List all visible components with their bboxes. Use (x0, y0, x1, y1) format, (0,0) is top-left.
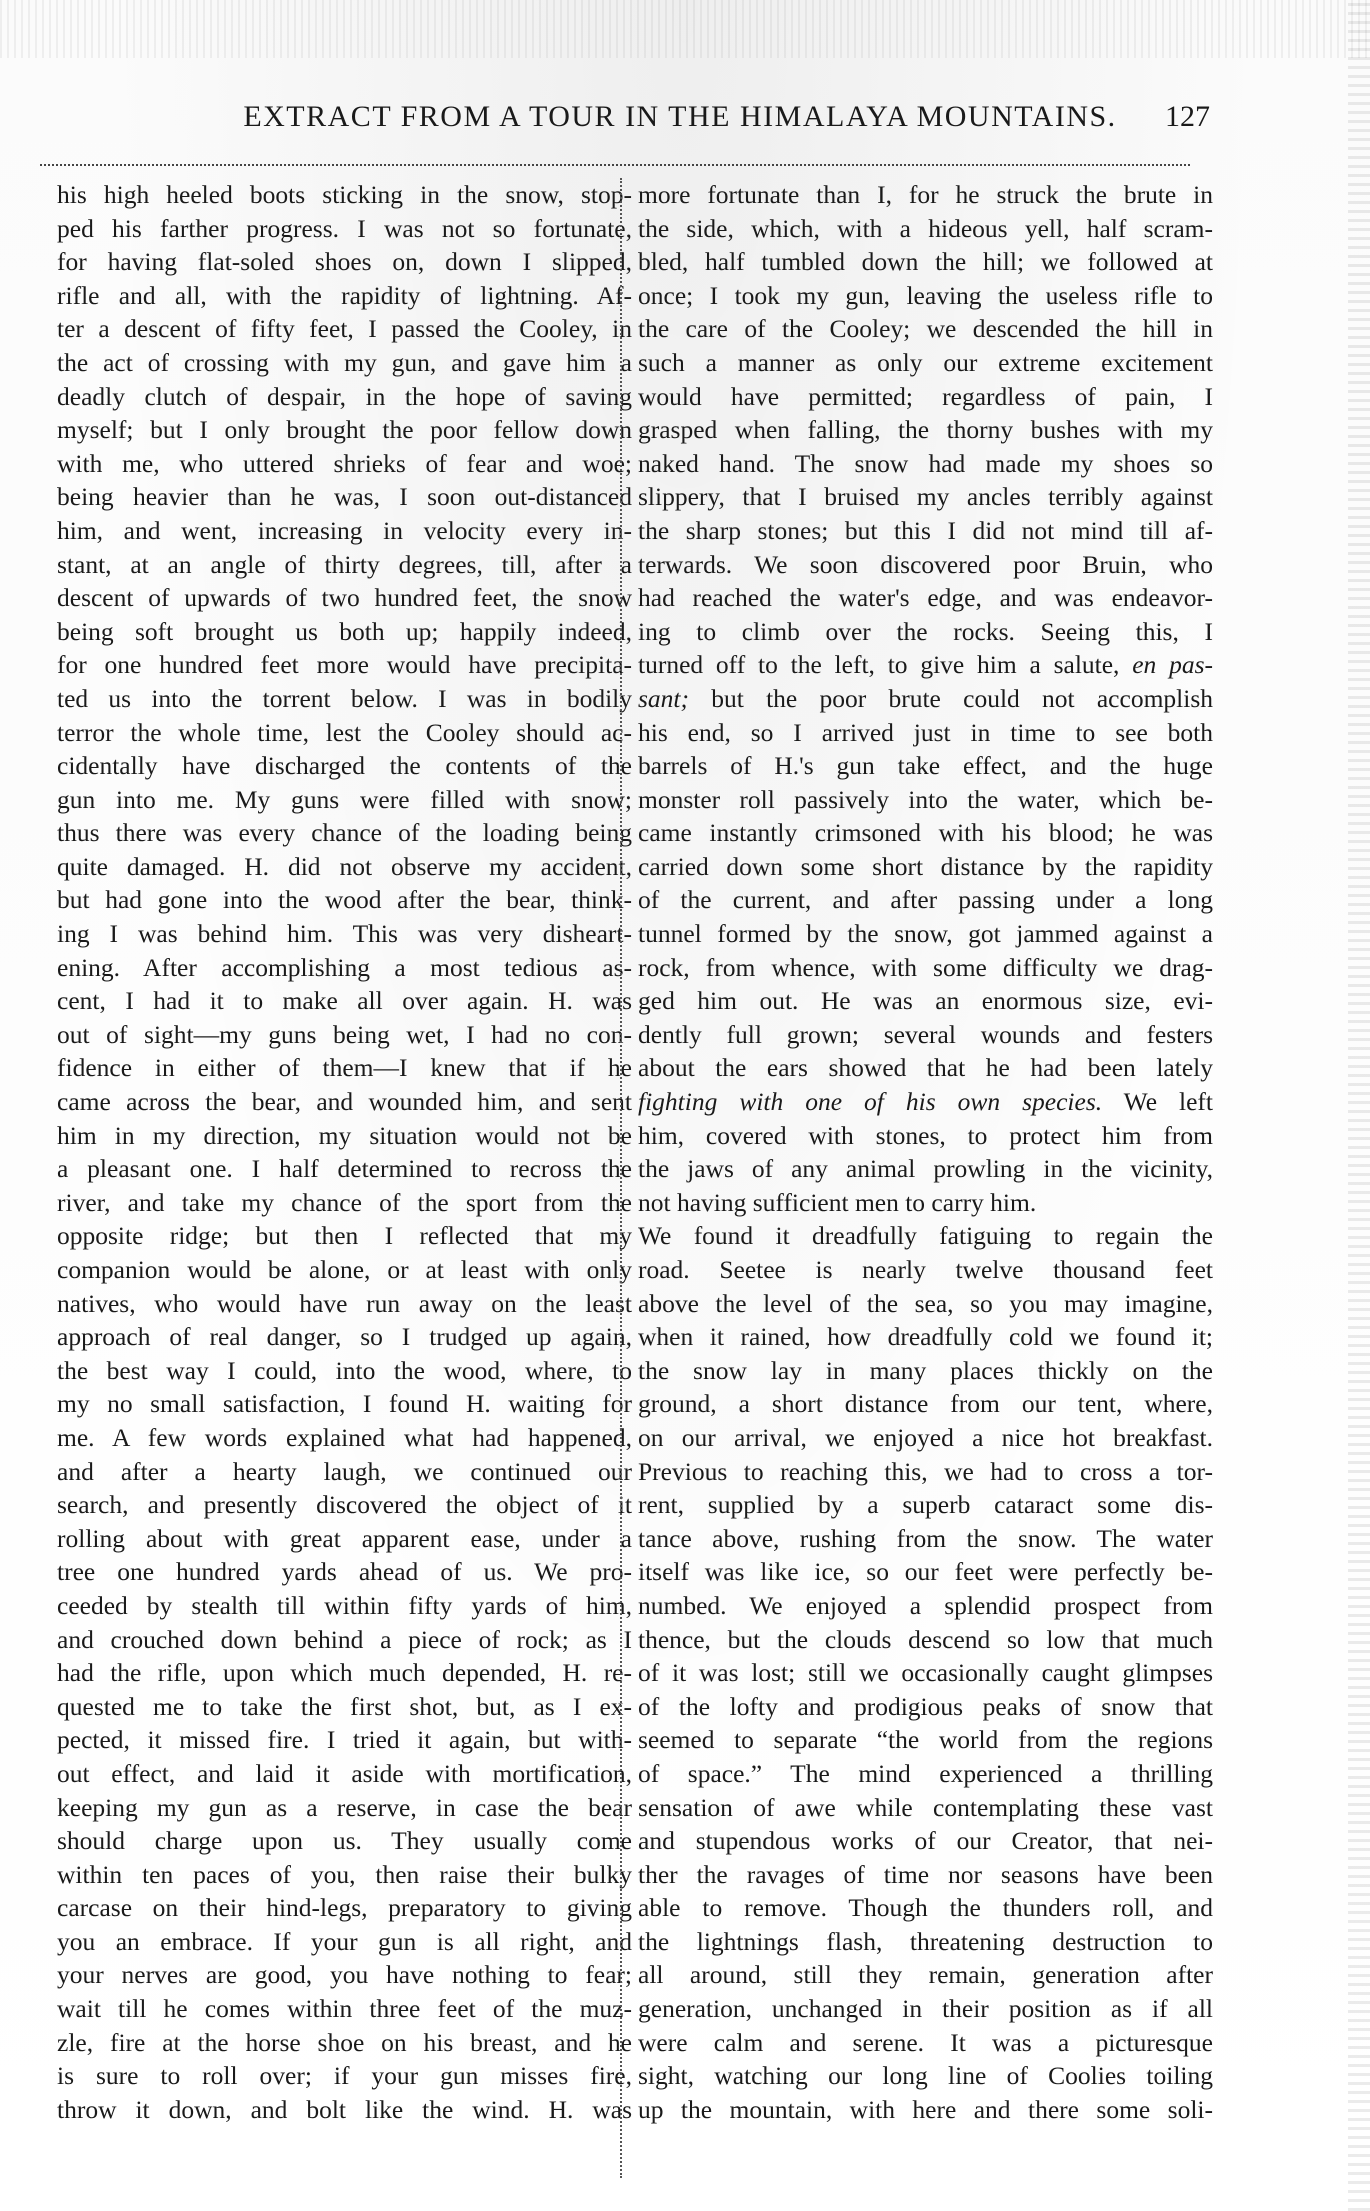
text-line: were calm and serene. It was a picturesque (638, 2027, 1213, 2057)
text-line: is sure to roll over; if your gun misses fire, (57, 2061, 632, 2091)
text-line: opposite ridge; but then I reflected that my (57, 1221, 632, 1251)
text-line: his end, so I arrived just in time to see both (638, 717, 1213, 747)
text-line: wait till he comes within three feet of the muz- (57, 1994, 632, 2024)
text-line: should charge upon us. They usually come (57, 1826, 632, 1856)
text-line: pected, it missed fire. I tried it again, but with- (57, 1725, 632, 1755)
text-line: his high heeled boots sticking in the snow, stop- (57, 180, 632, 209)
text-line: ground, a short distance from our tent, where, (638, 1389, 1213, 1419)
text-line: ther the ravages of time nor seasons have been (638, 1859, 1213, 1889)
text-line: grasped when falling, the thorny bushes with my (638, 415, 1213, 445)
text-line: the act of crossing with my gun, and gave him a (57, 347, 632, 377)
text-line: tree one hundred yards ahead of us. We pro- (57, 1557, 632, 1587)
text-line: and stupendous works of our Creator, that nei- (638, 1826, 1213, 1856)
text-line: companion would be alone, or at least with only (57, 1255, 632, 1284)
text-line: your nerves are good, you have nothing to fear; (57, 1960, 632, 1990)
text-line: quested me to take the first shot, but, as I ex- (57, 1691, 632, 1721)
text-line: stant, at an angle of thirty degrees, till, after a (57, 549, 632, 579)
text-line: not having sufficient men to carry him. (638, 1187, 1037, 1217)
text-line: and after a hearty laugh, we continued our (57, 1456, 632, 1486)
text-line: cent, I had it to make all over again. H. was (57, 986, 632, 1016)
text-line: monster roll passively into the water, which be- (638, 784, 1213, 814)
text-line: for one hundred feet more would have precipita- (57, 650, 632, 680)
text-line: but had gone into the wood after the bear, think- (57, 885, 632, 915)
text-line: barrels of H.'s gun take effect, and the huge (638, 751, 1213, 781)
text-line: carcase on their hind-legs, preparatory to giving (57, 1893, 632, 1923)
text-line: came across the bear, and wounded him, and sent (57, 1087, 632, 1117)
scan-right-edge (1348, 0, 1370, 2211)
text-line: turned off to the left, to give him a salute, en pas- (638, 650, 1213, 680)
page-number: 127 (1165, 100, 1210, 133)
text-line: throw it down, and bolt like the wind. H. was (57, 2094, 632, 2124)
header-rule (40, 164, 1190, 166)
text-line: him, and went, increasing in velocity every in- (57, 515, 632, 545)
scan-top-edge (0, 0, 1370, 58)
text-line: ped his farther progress. I was not so fortunate, (57, 213, 632, 243)
text-line: naked hand. The snow had made my shoes so (638, 448, 1213, 478)
running-head: EXTRACT FROM A TOUR IN THE HIMALAYA MOUNTAINS. (243, 100, 1117, 133)
text-line: rent, supplied by a superb cataract some dis- (638, 1490, 1213, 1520)
text-line: terwards. We soon discovered poor Bruin, who (638, 549, 1213, 579)
text-line: all around, still they remain, generation after (638, 1960, 1213, 1990)
text-line: within ten paces of you, then raise their bulky (57, 1859, 632, 1889)
text-line: had reached the water's edge, and was endeavor- (638, 583, 1213, 613)
text-line: me. A few words explained what had happened, (57, 1422, 632, 1452)
text-line: zle, fire at the horse shoe on his breast, and he (57, 2027, 632, 2057)
text-line: ted us into the torrent below. I was in bodily (57, 683, 632, 713)
text-line: rifle and all, with the rapidity of lightning. Af- (57, 280, 632, 310)
text-line: sensation of awe while contemplating these vast (638, 1792, 1213, 1822)
text-line: fidence in either of them—I knew that if he (57, 1053, 632, 1083)
text-line: keeping my gun as a reserve, in case the bear (57, 1792, 632, 1822)
text-line: him in my direction, my situation would not be (57, 1120, 632, 1150)
text-line: generation, unchanged in their position as if all (638, 1994, 1213, 2024)
left-column (57, 178, 632, 2126)
text-line: would have permitted; regardless of pain, I (638, 381, 1213, 411)
text-line: and crouched down behind a piece of rock; as I (57, 1624, 632, 1654)
text-line: above the level of the sea, so you may imagine, (638, 1288, 1213, 1318)
page-header (150, 100, 1210, 144)
text-line: gun into me. My guns were filled with snow; (57, 784, 632, 814)
text-line: when it rained, how dreadfully cold we found it; (638, 1322, 1213, 1352)
text-line: cidentally have discharged the contents of the (57, 751, 632, 781)
text-line: fighting with one of his own species. We left (638, 1087, 1213, 1117)
text-line: him, covered with stones, to protect him from (638, 1120, 1213, 1150)
text-line: tance above, rushing from the snow. The water (638, 1523, 1213, 1553)
text-line: ing I was behind him. This was very disheart- (57, 919, 632, 949)
text-line: once; I took my gun, leaving the useless rifle to (638, 280, 1213, 310)
text-line: for having flat-soled shoes on, down I slipped, (57, 247, 632, 277)
text-line: up the mountain, with here and there some soli- (638, 2094, 1213, 2124)
text-line: bled, half tumbled down the hill; we followed at (638, 247, 1213, 277)
text-line: seemed to separate “the world from the regions (638, 1725, 1213, 1755)
text-line: of the current, and after passing under a long (638, 885, 1213, 915)
text-line: the snow lay in many places thickly on the (638, 1355, 1213, 1385)
text-line: came instantly crimsoned with his blood; he was (638, 818, 1213, 848)
text-line: the sharp stones; but this I did not mind till af- (638, 515, 1213, 545)
right-column (638, 178, 1213, 2126)
text-line: river, and take my chance of the sport from the (57, 1187, 632, 1217)
text-line: dently full grown; several wounds and festers (638, 1019, 1213, 1049)
text-line: of space.” The mind experienced a thrilling (638, 1758, 1213, 1788)
text-line: rock, from whence, with some difficulty we drag- (638, 952, 1213, 982)
text-line: the lightnings flash, threatening destruction to (638, 1926, 1213, 1956)
text-line: natives, who would have run away on the least (57, 1288, 632, 1318)
text-line: the best way I could, into the wood, where, to (57, 1355, 632, 1385)
text-line: my no small satisfaction, I found H. waiting for (57, 1389, 632, 1419)
text-line: ceeded by stealth till within fifty yards of him, (57, 1590, 632, 1620)
text-line: sight, watching our long line of Coolies toiling (638, 2061, 1213, 2091)
text-line: thus there was every chance of the loading being (57, 818, 632, 848)
text-line: road. Seetee is nearly twelve thousand feet (638, 1255, 1213, 1284)
text-line: myself; but I only brought the poor fellow down (57, 415, 632, 445)
text-line: numbed. We enjoyed a splendid prospect from (638, 1590, 1213, 1620)
text-line: of the lofty and prodigious peaks of snow that (638, 1691, 1213, 1721)
text-line: the side, which, with a hideous yell, half scram- (638, 213, 1213, 243)
text-line: carried down some short distance by the rapidity (638, 851, 1213, 881)
text-line: descent of upwards of two hundred feet, the snow (57, 583, 632, 613)
text-line: a pleasant one. I half determined to recross the (57, 1154, 632, 1184)
text-line: such a manner as only our extreme excitement (638, 347, 1213, 377)
text-line: more fortunate than I, for he struck the brute in (638, 180, 1213, 209)
text-line: Previous to reaching this, we had to cross a tor- (638, 1456, 1213, 1486)
text-line: being soft brought us both up; happily indeed, (57, 616, 632, 646)
text-line: of it was lost; still we occasionally caught glimpses (638, 1658, 1213, 1688)
text-line: with me, who uttered shrieks of fear and woe; (57, 448, 632, 478)
text-line: ter a descent of fifty feet, I passed the Cooley, in (57, 314, 632, 344)
text-line: tunnel formed by the snow, got jammed against a (638, 919, 1213, 949)
text-line: ening. After accomplishing a most tedious as- (57, 952, 632, 982)
text-line: search, and presently discovered the object of it (57, 1490, 632, 1520)
text-line: approach of real danger, so I trudged up again, (57, 1322, 632, 1352)
text-line: you an embrace. If your gun is all right, and (57, 1926, 632, 1956)
text-line: had the rifle, upon which much depended, H. re- (57, 1658, 632, 1688)
text-line: ing to climb over the rocks. Seeing this, I (638, 616, 1213, 646)
text-line: deadly clutch of despair, in the hope of saving (57, 381, 632, 411)
text-line: the care of the Cooley; we descended the hill in (638, 314, 1213, 344)
text-line: ged him out. He was an enormous size, evi- (638, 986, 1213, 1016)
text-line: out of sight—my guns being wet, I had no con- (57, 1019, 632, 1049)
text-line: about the ears showed that he had been lately (638, 1053, 1213, 1083)
column-divider (620, 178, 622, 2178)
text-line: thence, but the clouds descend so low that much (638, 1624, 1213, 1654)
text-line: sant; but the poor brute could not accomplish (638, 683, 1213, 713)
text-line: on our arrival, we enjoyed a nice hot breakfast. (638, 1422, 1213, 1452)
text-line: itself was like ice, so our feet were perfectly be- (638, 1557, 1213, 1587)
text-line: the jaws of any animal prowling in the vicinity, (638, 1154, 1213, 1184)
text-line: We found it dreadfully fatiguing to regain the (638, 1221, 1213, 1251)
text-line: being heavier than he was, I soon out-distanced (57, 482, 632, 512)
text-line: out effect, and laid it aside with mortification, (57, 1758, 632, 1788)
text-line: rolling about with great apparent ease, under a (57, 1523, 632, 1553)
text-line: quite damaged. H. did not observe my accident, (57, 851, 632, 881)
text-line: terror the whole time, lest the Cooley should ac- (57, 717, 632, 747)
text-line: slippery, that I bruised my ancles terribly against (638, 482, 1213, 512)
text-line: able to remove. Though the thunders roll, and (638, 1893, 1213, 1923)
